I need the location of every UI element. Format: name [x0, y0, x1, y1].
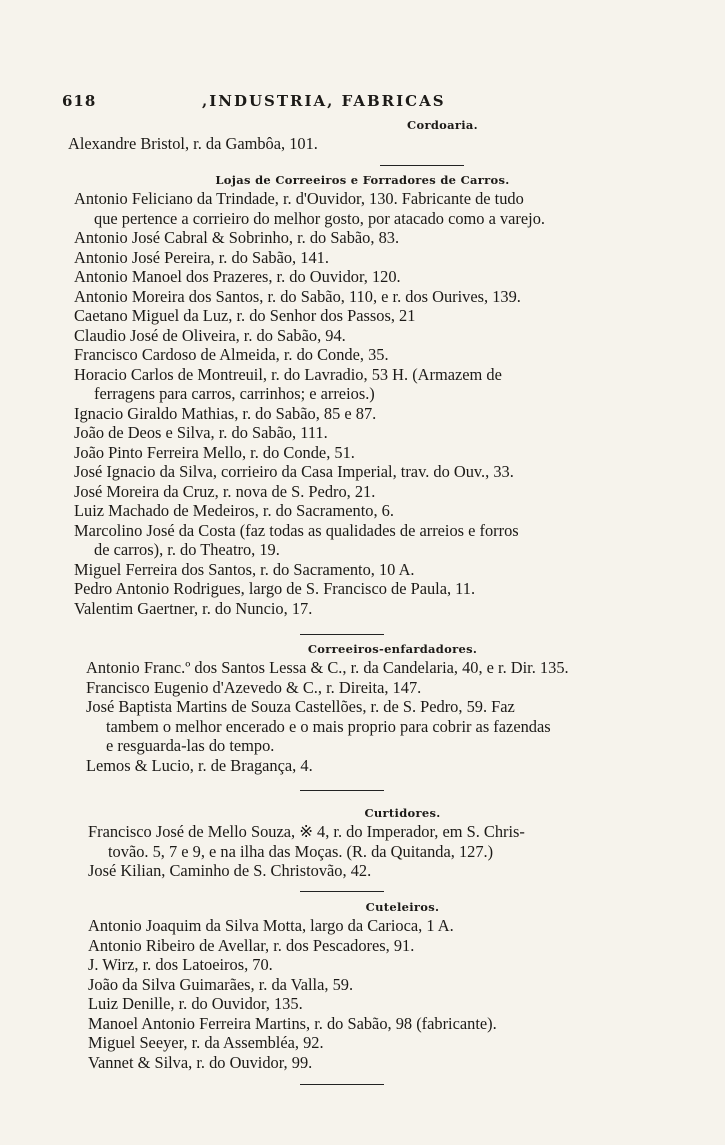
entry-line: Vannet & Silva, r. do Ouvidor, 99.	[88, 1052, 313, 1072]
entry-line: Claudio José de Oliveira, r. do Sabão, 94.	[74, 325, 346, 345]
section-title: Curtidores.	[364, 806, 441, 820]
section-title: Correeiros-enfardadores.	[307, 642, 478, 656]
entry-line: Francisco José de Mello Souza, ※ 4, r. do Imperador, em S. Chris-	[88, 822, 525, 841]
section-divider	[380, 165, 464, 166]
entry-continuation-line: tambem o melhor encerado e o mais proprio para cobrir as fazendas	[106, 716, 551, 736]
page-number: 618	[62, 92, 97, 110]
directory-entry	[0, 482, 725, 502]
directory-entry	[0, 134, 725, 154]
directory-entry	[0, 462, 725, 482]
entry-continuation-line: que pertence a corrieiro do melhor gosto, por atacado como a varejo.	[94, 208, 546, 228]
running-title: ,INDUSTRIA, FABRICAS	[202, 92, 446, 110]
directory-entry	[0, 521, 725, 560]
entry-line: Manoel Antonio Ferreira Martins, r. do Sabão, 98 (fabricante).	[88, 1013, 497, 1033]
entry-line: Antonio Feliciano da Trindade, r. d'Ouvidor, 130. Fabricante de tudo	[74, 189, 524, 208]
directory-entry	[0, 678, 725, 698]
directory-entry	[0, 443, 725, 463]
section-lojas-de-correeiros	[0, 172, 725, 618]
entry-line: Francisco Eugenio d'Azevedo & C., r. Direita, 147.	[86, 677, 422, 697]
entry-continuation-line: ferragens para carros, carrinhos; e arreios.)	[94, 384, 375, 403]
directory-entry	[0, 955, 725, 975]
directory-entry	[0, 228, 725, 248]
entry-line: Lemos & Lucio, r. de Bragança, 4.	[86, 755, 313, 775]
directory-entry	[0, 189, 725, 228]
section-correeiros-enfardadores	[0, 641, 725, 775]
entry-line: Luiz Denille, r. do Ouvidor, 135.	[88, 994, 303, 1013]
section-title: Lojas de Correeiros e Forradores de Carros.	[215, 173, 510, 187]
directory-entry	[0, 916, 725, 936]
section-divider	[300, 1084, 384, 1085]
section-cordoaria	[0, 117, 725, 154]
directory-entry	[0, 975, 725, 995]
directory-entry	[0, 326, 725, 346]
directory-entry	[0, 697, 725, 756]
directory-entry	[0, 1053, 725, 1073]
entry-line: João da Silva Guimarães, r. da Valla, 59.	[88, 974, 354, 994]
entry-line: João Pinto Ferreira Mello, r. do Conde, 51.	[74, 442, 355, 462]
directory-entry	[0, 345, 725, 365]
directory-entry	[0, 248, 725, 268]
entry-line: Antonio Ribeiro de Avellar, r. dos Pescadores, 91.	[88, 935, 415, 955]
entry-line: Caetano Miguel da Luz, r. do Senhor dos Passos, 21	[74, 306, 416, 325]
entry-line: Marcolino José da Costa (faz todas as qualidades de arreios e forros	[74, 520, 519, 540]
directory-entry	[0, 1014, 725, 1034]
directory-entry	[0, 404, 725, 424]
entry-line: José Ignacio da Silva, corrieiro da Casa Imperial, trav. do Ouv., 33.	[74, 462, 514, 481]
entry-line: Antonio Manoel dos Prazeres, r. do Ouvidor, 120.	[74, 267, 401, 286]
entry-line: Miguel Seeyer, r. da Assembléa, 92.	[88, 1033, 324, 1052]
directory-entry	[0, 501, 725, 521]
directory-entry	[0, 822, 725, 861]
entry-line: Ignacio Giraldo Mathias, r. do Sabão, 85 e 87.	[74, 403, 377, 423]
directory-entry	[0, 579, 725, 599]
entry-line: Antonio Moreira dos Santos, r. do Sabão, 110, e r. dos Ourives, 139.	[74, 286, 521, 306]
entry-line: Pedro Antonio Rodrigues, largo de S. Francisco de Paula, 11.	[74, 579, 476, 598]
entry-continuation-line: e resguarda-las do tempo.	[106, 736, 275, 755]
entry-line: Luiz Machado de Medeiros, r. do Sacramento, 6.	[74, 501, 394, 520]
directory-entry	[0, 365, 725, 404]
section-divider	[300, 634, 384, 635]
entry-line: Francisco Cardoso de Almeida, r. do Conde, 35.	[74, 345, 389, 364]
directory-entry	[0, 560, 725, 580]
directory-entry	[0, 267, 725, 287]
directory-entry	[0, 861, 725, 881]
entry-line: José Kilian, Caminho de S. Christovão, 42.	[88, 861, 372, 880]
entry-line: Antonio Joaquim da Silva Motta, largo da Carioca, 1 A.	[88, 916, 454, 935]
directory-entry	[0, 994, 725, 1014]
directory-entry	[0, 1033, 725, 1053]
entry-line: José Moreira da Cruz, r. nova de S. Pedro, 21.	[74, 481, 376, 501]
entry-line: Valentim Gaertner, r. do Nuncio, 17.	[74, 598, 313, 618]
entry-line: J. Wirz, r. dos Latoeiros, 70.	[88, 955, 273, 974]
entry-continuation-line: de carros), r. do Theatro, 19.	[94, 540, 280, 559]
entry-line: Miguel Ferreira dos Santos, r. do Sacramento, 10 A.	[74, 559, 415, 579]
directory-entry	[0, 599, 725, 619]
entry-line: Antonio José Pereira, r. do Sabão, 141.	[74, 247, 329, 267]
directory-entry	[0, 658, 725, 678]
entry-line: Antonio Franc.º dos Santos Lessa & C., r. da Candelaria, 40, e r. Dir. 135.	[86, 658, 569, 677]
directory-entry	[0, 423, 725, 443]
directory-entry	[0, 287, 725, 307]
entry-line: Antonio José Cabral & Sobrinho, r. do Sabão, 83.	[74, 228, 400, 247]
section-title: Cuteleiros.	[365, 900, 440, 914]
section-divider	[300, 790, 384, 791]
directory-entry	[0, 306, 725, 326]
entry-continuation-line: tovão. 5, 7 e 9, e na ilha das Moças. (R. da Quitanda, 127.)	[108, 841, 494, 861]
entry-line: Horacio Carlos de Montreuil, r. do Lavradio, 53 H. (Armazem de	[74, 364, 502, 384]
entry-line: Alexandre Bristol, r. da Gambôa, 101.	[68, 134, 318, 153]
entry-line: João de Deos e Silva, r. do Sabão, 111.	[74, 423, 328, 442]
section-divider	[300, 891, 384, 892]
section-curtidores	[0, 805, 725, 881]
directory-entry	[0, 936, 725, 956]
section-cuteleiros	[0, 899, 725, 1072]
section-title: Cordoaria.	[407, 118, 478, 132]
running-head	[62, 92, 662, 116]
directory-entry	[0, 756, 725, 776]
entry-line: José Baptista Martins de Souza Castellões, r. de S. Pedro, 59. Faz	[86, 697, 515, 716]
